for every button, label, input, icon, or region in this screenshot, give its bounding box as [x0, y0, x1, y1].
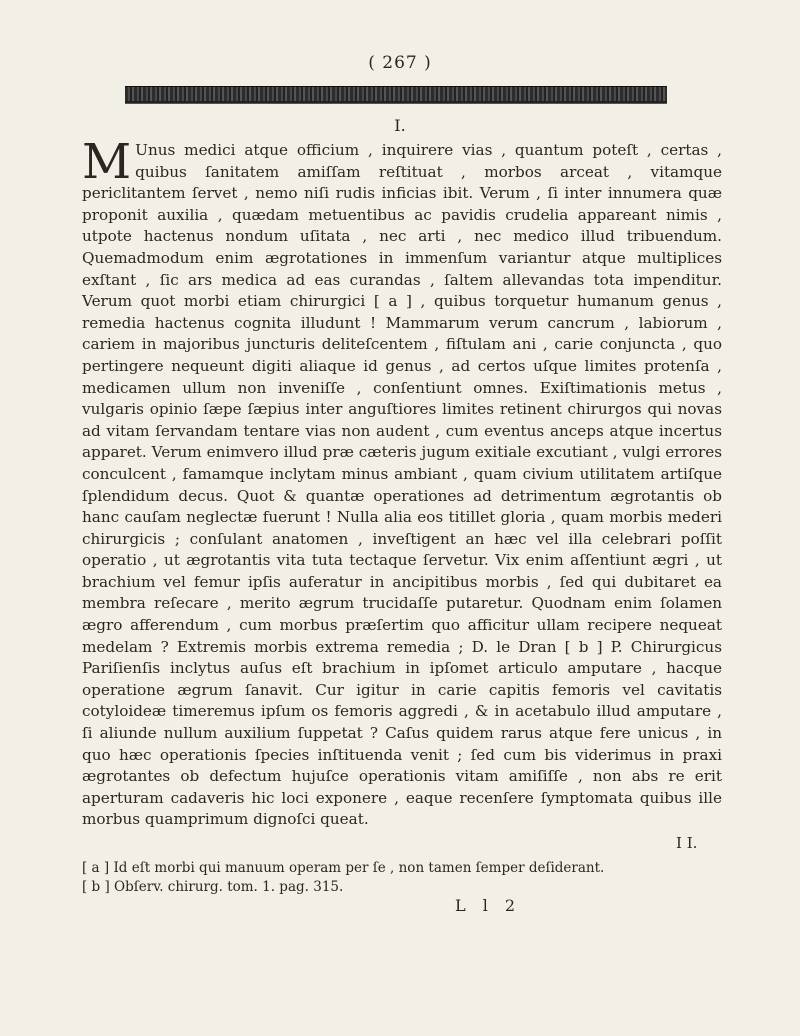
header-rule: [125, 103, 667, 104]
body-text: Unus medici atque officium , inquirere vias , quantum poteſt , certas , quibus ſanitatem amiſſam reſtituat , morbos arceat , vitamque periclitantem ſervet , nemo niſi rudis inficias ibit. Verum , ſi inter innumera quæ proponit auxilia , quædam metuentibus ac pavidis crudelia appareant nimis , utpote hactenus nondum uſitata , nec arti , nec medico illud tribuendum. Quemadmodum enim ægrotationes in immenſum variantur atque multiplices exſtant , ſic ars medica ad eas curandas , ſaltem allevandas tota impenditur. Verum quot morbi etiam chirurgici [ a ] , quibus torquetur humanum genus , remedia hactenus cognita illudunt ! Mammarum verum cancrum , labiorum , cariem in majoribus juncturis deliteſcentem , fiſtulam ani , carie conjuncta , quo pertingere nequeunt digiti aliaque id genus , ad certos uſque limites protenſa , medicamen ullum non inveniſſe , conſentiunt omnes. Exiſtimationis metus , vulgaris opinio ſæpe ſæpius inter anguſtiores limites retinent chirurgos qui novas ad vitam ſervandam tentare vias non audent , cum eventus anceps atque incertus apparet. Verum enimvero illud præ cæteris jugum exitiale excutiant , vulgi errores conculcent , famamque inclytam minus ambiant , quam civium utilitatem artiſque ſplendidum decus. Quot & quantæ operationes ad detrimentum ægrotantis ob hanc cauſam neglectæ fuerunt ! Nulla alia eos titillet gloria , quam morbis mederi chirurgicis ; conſulant anatomen , inveſtigent an hæc vel illa celebrari poſſit operatio , ut ægrotantis vita tuta tectaque ſervetur. Vix enim aſſentiunt ægri , ut brachium vel femur ipſis auferatur in ancipitibus morbis , ſed qui dubitaret ea membra reſecare , merito ægrum trucidaſſe putaretur. Quodnam enim ſolamen ægro afferendum , cum morbus præſertim quo afficitur ullam recipere nequeat medelam ? Extremis morbis extrema remedia ; D. le Dran [ b ] P. Chirurgicus Pariſienſis inclytus auſus eſt brachium in ipſomet articulo amputare , hacque operatione ægrum ſanavit. Cur igitur in carie capitis femoris vel cavitatis cotyloideæ timeremus ipſum os femoris aggredi , & in acetabulo illud amputare , ſi aliunde nullum auxilium ſuppetat ? Caſus quidem rarus atque fere unicus , in quo hæc operationis ſpecies inſtituenda venit ; ſed cum bis viderimus in praxi ægrotantes ob defectum hujuſce operationis vitam amiſiſſe , non abs re erit aperturam cadaveris hic loci exponere , eaque recenſere ſymptomata quibus ille morbus quamprimum dignoſci queat.: [82, 141, 722, 829]
footnote-b: [ b ] Obſerv. chirurg. tom. 1. pag. 315.: [82, 879, 344, 895]
body-paragraph: [82, 134, 722, 831]
page-number: ( 267 ): [368, 53, 432, 73]
drop-cap: M: [82, 134, 132, 190]
header-ornament: [125, 86, 667, 103]
footnotes: [82, 859, 722, 897]
footnote-a: [ a ] Id eſt morbi qui manuum operam per ſe , non tamen ſemper deſiderant.: [82, 860, 605, 876]
section-number: I.: [394, 116, 406, 135]
signature-mark: L l 2: [455, 896, 522, 915]
catchword: I I.: [676, 834, 698, 852]
